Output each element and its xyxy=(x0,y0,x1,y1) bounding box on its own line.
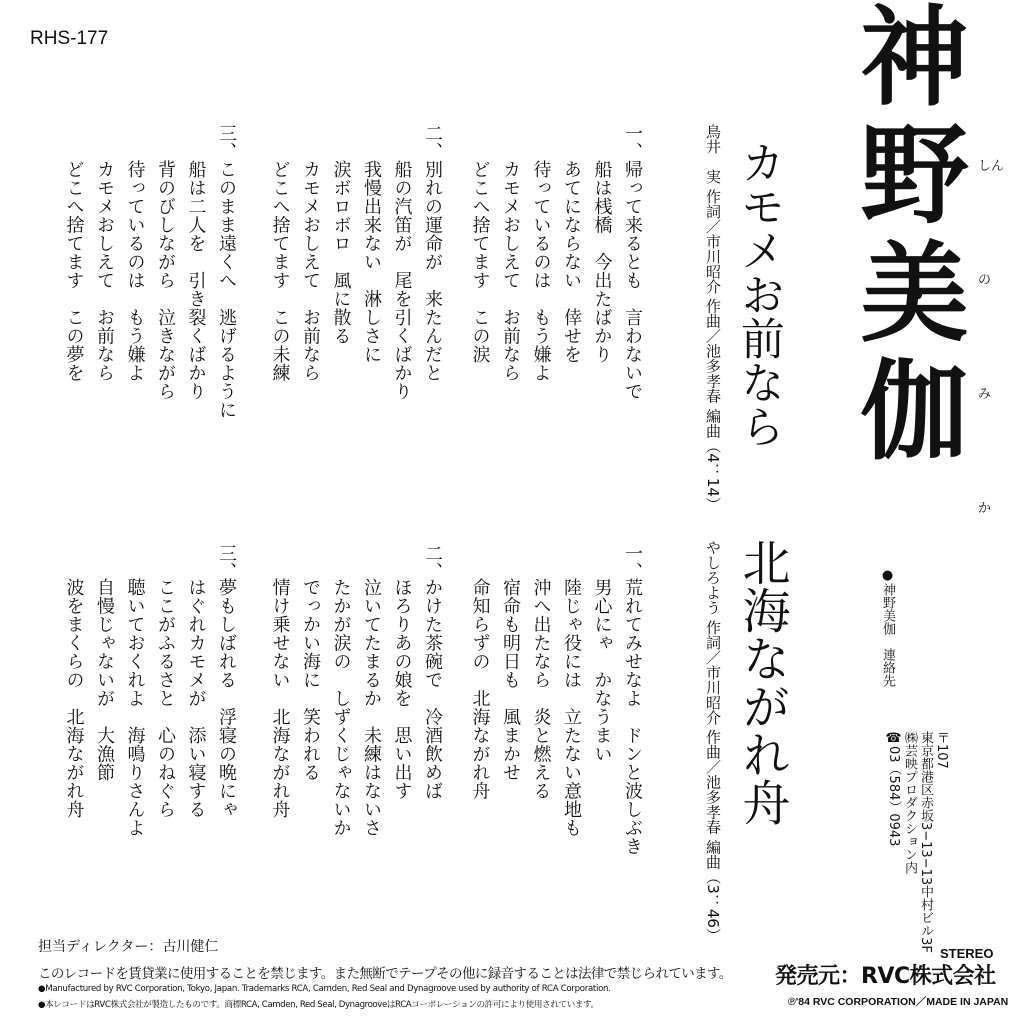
lyric-line: 男心にゃ かなうまい xyxy=(591,578,613,763)
lyric-line: 沖へ出たなら 炎と燃える xyxy=(530,578,552,800)
manufactured-jp: ●本レコードはRVC株式会社が製造したものです。商標RCA, Camden, Red Seal, DynagrooveはRCAコーポレーションの許可により使用されています。 xyxy=(38,1000,599,1010)
contact-heading: ●神野美伽 連絡先 xyxy=(880,568,895,687)
lyric-line: 波をまくらの 北海ながれ舟 xyxy=(63,578,85,819)
lyric-line: 待っているのは もう嫌よ xyxy=(124,160,146,382)
verse-number: 一、 xyxy=(622,544,643,580)
verse-number: 三、 xyxy=(216,544,237,580)
lyric-line: でっかい海に 笑われる xyxy=(300,578,321,782)
lyric-line: 別れの運命が 来たんだと xyxy=(422,160,443,382)
manufactured-en: ●Manufactured by RVC Corporation, Tokyo, Japan. Trademarks RCA, Camden, Red Seal and Dynagroove used by authority of RCA Corporation. xyxy=(38,984,611,994)
song-title: カモメお前なら xyxy=(733,140,784,448)
lyric-line: このまま遠くへ 逃げるように xyxy=(216,160,237,419)
lyric-line: カモメおしえて お前なら xyxy=(300,160,321,382)
lyric-line: 船は桟橋 今出たばかり xyxy=(591,160,613,364)
lyric-line: ここがふるさと 心のねぐら xyxy=(155,578,176,819)
lyric-line: あてにならない 倖せを xyxy=(561,160,582,364)
lyric-line: 船の汽笛が 尾を引くばかり xyxy=(391,160,413,401)
distributor: 発売元：RVC株式会社 xyxy=(775,964,996,989)
director-credit: 担当ディレクター：古川健仁 xyxy=(38,939,219,955)
company: ㈱芸映プロダクション内 xyxy=(902,731,917,874)
lyric-line: カモメおしえて お前なら xyxy=(500,160,521,382)
lyric-line: 泣いてたまるか 未練はないさ xyxy=(361,578,382,837)
furigana: か xyxy=(978,501,992,516)
verse-number: 一、 xyxy=(622,124,643,160)
postal-code: 〒107 xyxy=(934,731,949,769)
lyric-line: はぐれカモメが 添い寝する xyxy=(185,578,207,819)
lyric-line: かけた茶碗で 冷酒飲めば xyxy=(422,578,443,800)
lyric-line: ほろりあの娘を 思い出す xyxy=(391,578,413,800)
song-credits: やしろよう 作詞／市川昭介 作曲／池多孝春 編曲（3：46） xyxy=(704,540,722,943)
stereo-label: STEREO xyxy=(940,946,994,961)
lyric-line: 自慢じゃないが 大漁節 xyxy=(94,578,115,782)
address: 東京都港区赤坂3−13−13中村ビル3F xyxy=(918,731,933,953)
lyric-line: 待っているのは もう嫌よ xyxy=(530,160,552,382)
lyric-line: 聴いておくれよ 海鳴りさんよ xyxy=(124,578,146,837)
catalog-number: RHS-177 xyxy=(30,28,109,49)
copyright: ℗'84 RVC CORPORATION／MADE IN JAPAN xyxy=(788,996,1009,1008)
lyric-line: 夢もしばれる 浮寝の晩にゃ xyxy=(216,578,237,819)
song-credits: 鳥井 実 作詞／市川昭介 作曲／池多孝春 編曲（4：14） xyxy=(704,124,722,512)
lyric-line: 陸じゃ役には 立たない意地も xyxy=(561,578,582,837)
lyric-line: 情け乗せない 北海ながれ舟 xyxy=(269,578,291,819)
phone: ☎03（584）0943 xyxy=(886,731,901,847)
verse-number: 二、 xyxy=(422,124,443,160)
lyric-line: 荒れてみせなよ ドンと波しぶき xyxy=(622,578,643,856)
artist-furigana xyxy=(978,160,1004,616)
furigana: の xyxy=(978,273,992,288)
furigana: しん xyxy=(978,159,1005,174)
lyric-line: 船は二人を 引き裂くばかり xyxy=(185,160,207,401)
lyric-line: どこへ捨てます この未練 xyxy=(269,160,291,382)
lyric-line: 我慢出来ない 淋しさに xyxy=(361,160,382,364)
lyric-line: たかが涙の しずくじゃないか xyxy=(330,578,352,837)
lyric-line: カモメおしえて お前なら xyxy=(94,160,115,382)
furigana: み xyxy=(978,387,992,402)
song-title: 北海ながれ舟 xyxy=(734,538,790,826)
lyric-line: 宿命も明日も 風まかせ xyxy=(500,578,521,782)
lyric-line: 涙ボロボロ 風に散る xyxy=(330,160,352,345)
verse-number: 二、 xyxy=(422,544,443,580)
rental-notice: このレコードを賃貸業に使用することを禁じます。また無断でテープその他に録音することは法律で禁じられています。 xyxy=(38,966,732,982)
lyric-line: 帰って来るとも 言わないで xyxy=(622,160,643,401)
lyric-line: 背のびしながら 泣きながら xyxy=(155,160,176,401)
lyric-line: 命知らずの 北海ながれ舟 xyxy=(469,578,491,800)
verse-number: 三、 xyxy=(216,124,237,160)
lyric-line: どこへ捨てます この夢を xyxy=(63,160,85,382)
artist-name: 神野美伽 xyxy=(842,0,968,472)
lyric-line: どこへ捨てます この涙 xyxy=(469,160,491,364)
